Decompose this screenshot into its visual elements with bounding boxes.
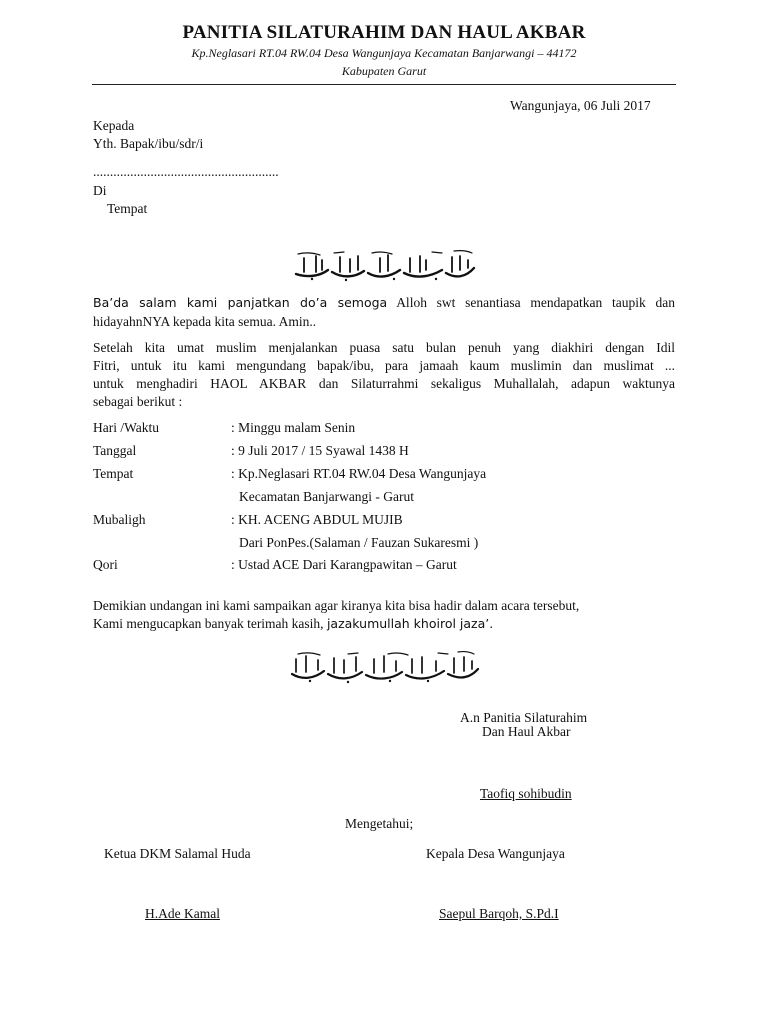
recipient-name-blank: .......................................................: [93, 164, 279, 179]
letterhead-regency: Kabupaten Garut: [341, 64, 427, 78]
body-paragraph-1-line-1: Ba’da salam kami panjatkan do’a semoga Alloh swt senantiasa mendapatkan taupik dan: [93, 295, 675, 310]
body-paragraph-1-line-2: hidayahnNYA kepada kita semua. Amin..: [93, 314, 317, 329]
letter-date: Wangunjaya, 06 Juli 2017: [510, 98, 651, 113]
letterhead-title: PANITIA SILATURAHIM DAN HAUL AKBAR: [182, 22, 586, 43]
letterhead-address: Kp.Neglasari RT.04 RW.04 Desa Wangunjaya Kecamatan Banjarwangi – 44172: [191, 46, 577, 60]
schedule-value-mubaligh-line-2: Dari PonPes.(Salaman / Fauzan Sukaresmi ): [239, 535, 479, 550]
recipient-yth: Yth. Bapak/ibu/sdr/i: [93, 136, 204, 151]
recipient-tempat: Tempat: [107, 201, 148, 216]
closing-line-2: Kami mengucapkan banyak terimah kasih, jazakumullah khoirol jaza’.: [93, 616, 494, 631]
closing-line-1: Demikian undangan ini kami sampaikan agar kiranya kita bisa hadir dalam acara tersebut,: [93, 598, 580, 613]
letterhead-divider: [92, 84, 676, 85]
schedule-label-tanggal: Tanggal: [93, 443, 137, 458]
committee-title-line-1: A.n Panitia Silaturahim: [460, 710, 588, 725]
committee-title-line-2: Dan Haul Akbar: [482, 724, 571, 739]
left-signer-title: Ketua DKM Salamal Huda: [104, 846, 251, 861]
salam-opening-calligraphy: [292, 248, 478, 286]
schedule-value-hari: : Minggu malam Senin: [231, 420, 356, 435]
schedule-label-qori: Qori: [93, 557, 118, 572]
recipient-kepada: Kepada: [93, 118, 135, 133]
schedule-value-mubaligh: : KH. ACENG ABDUL MUJIB: [231, 512, 403, 527]
schedule-label-tempat: Tempat: [93, 466, 134, 481]
salam-closing-calligraphy: [288, 650, 482, 688]
body-paragraph-2-line-3: untuk menghadiri HAOL AKBAR dan Silaturrahmi sekaligus Muhallalah, adapun waktunya: [93, 376, 675, 391]
committee-signer-name: Taofiq sohibudin: [480, 786, 572, 801]
body-paragraph-2-line-2: Fitri, untuk itu kami mengundang bapak/ibu, para jamaah kaum muslimin dan muslimat ...: [93, 358, 675, 373]
left-signer-name: H.Ade Kamal: [145, 906, 220, 921]
recipient-di: Di: [93, 183, 107, 198]
body-paragraph-2-line-4: sebagai berikut :: [93, 394, 183, 409]
schedule-value-tanggal: : 9 Juli 2017 / 15 Syawal 1438 H: [231, 443, 409, 458]
mengetahui-label: Mengetahui;: [345, 816, 414, 831]
schedule-value-tempat: : Kp.Neglasari RT.04 RW.04 Desa Wangunjaya: [231, 466, 487, 481]
schedule-value-tempat-line-2: Kecamatan Banjarwangi - Garut: [239, 489, 415, 504]
schedule-value-qori: : Ustad ACE Dari Karangpawitan – Garut: [231, 557, 457, 572]
schedule-label-hari: Hari /Waktu: [93, 420, 160, 435]
right-signer-name: Saepul Barqoh, S.Pd.I: [439, 906, 559, 921]
body-paragraph-2-line-1: Setelah kita umat muslim menjalankan puasa satu bulan penuh yang diakhiri dengan Idil: [93, 340, 675, 355]
schedule-label-mubaligh: Mubaligh: [93, 512, 146, 527]
right-signer-title: Kepala Desa Wangunjaya: [426, 846, 565, 861]
